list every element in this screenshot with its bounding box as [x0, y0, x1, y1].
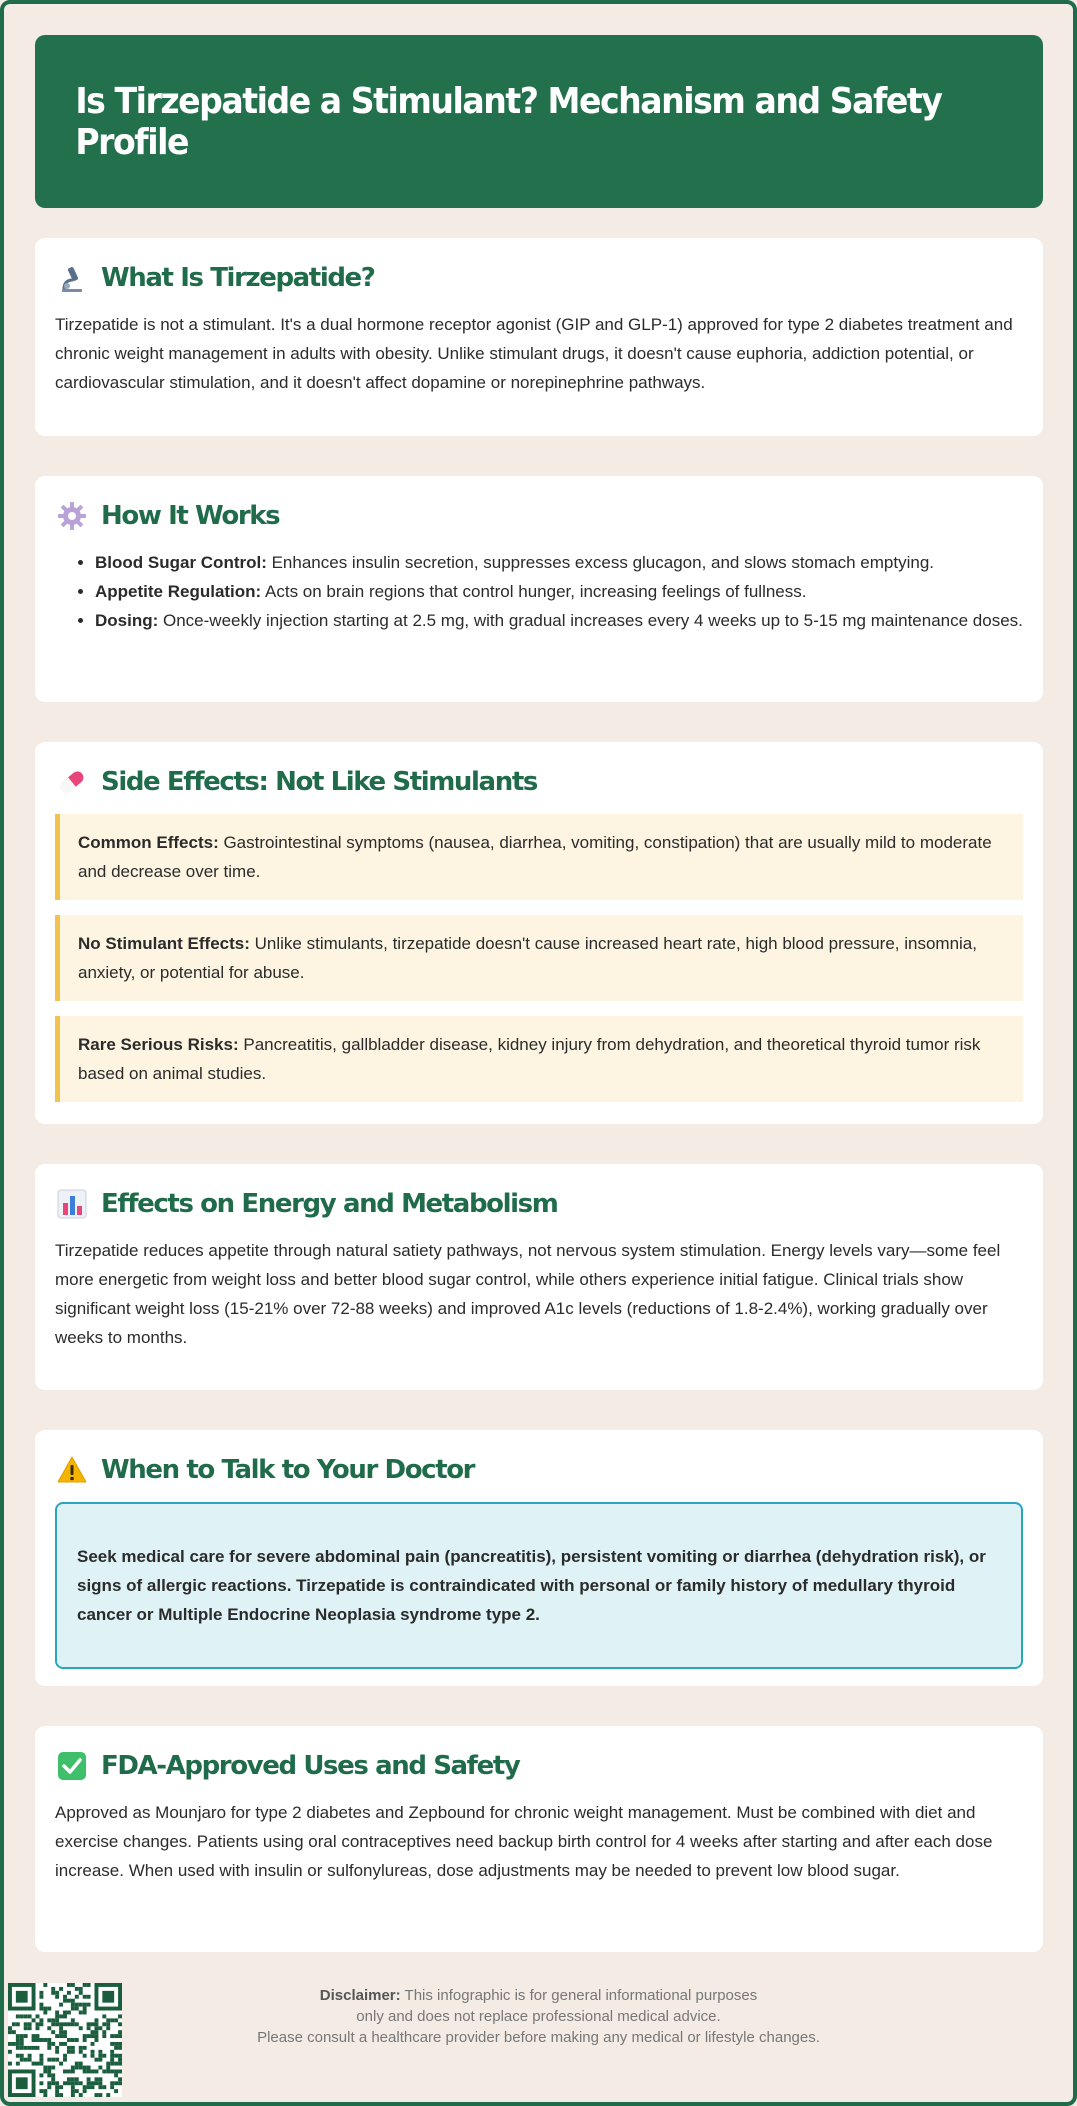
- doctor-alert-box: [55, 1502, 1023, 1669]
- microscope-icon: [55, 261, 89, 295]
- card-what-is: [35, 238, 1043, 436]
- card-title-row: [55, 496, 1023, 536]
- card-title: When to Talk to Your Doctor: [101, 1455, 475, 1485]
- card-title: Effects on Energy and Metabolism: [101, 1189, 558, 1219]
- item-label: Appetite Regulation:: [95, 582, 262, 601]
- card-title: FDA-Approved Uses and Safety: [101, 1751, 520, 1781]
- bar-chart-icon: [55, 1187, 89, 1221]
- check-icon: [55, 1749, 89, 1783]
- item-text: Acts on brain regions that control hunger, increasing feelings of fullness.: [261, 582, 807, 601]
- card-side-effects: [35, 742, 1043, 1124]
- callout-common-effects: [55, 814, 1023, 900]
- disclaimer-label: Disclaimer:: [319, 1987, 401, 2004]
- callout-label: No Stimulant Effects:: [78, 934, 250, 953]
- item-text: Once-weekly injection starting at 2.5 mg, with gradual increases every 4 weeks up to 5-15 mg maintenance doses.: [158, 611, 1023, 630]
- callout-label: Rare Serious Risks:: [78, 1035, 239, 1054]
- card-title-row: [55, 1184, 1023, 1224]
- disclaimer-line: Please consult a healthcare provider before making any medical or lifestyle changes.: [257, 2029, 820, 2046]
- what-text: Tirzepatide is not a stimulant. It's a dual hormone receptor agonist (GIP and GLP-1) approved for type 2 diabetes treatment and chronic weight management in adults with obesity. Unlike stimulant drugs, it doesn't cause euphoria, addiction potential, or cardiovascular stimulation, and it doesn't affect dopamine or norepinephrine pathways.: [55, 315, 1013, 392]
- warning-icon: [55, 1453, 89, 1487]
- card-energy: [35, 1164, 1043, 1390]
- card-fda: [35, 1726, 1043, 1952]
- card-title: What Is Tirzepatide?: [101, 263, 375, 293]
- item-label: Dosing:: [95, 611, 159, 630]
- callout-label: Common Effects:: [78, 833, 219, 852]
- how-list: [55, 548, 1023, 635]
- disclaimer: [0, 1985, 1077, 2048]
- pill-icon: [55, 765, 89, 799]
- card-title-row: [55, 1746, 1023, 1786]
- card-doctor: [35, 1430, 1043, 1686]
- disclaimer-line: only and does not replace professional medical advice.: [356, 2008, 721, 2025]
- callout-text: Unlike stimulants, tirzepatide doesn't cause increased heart rate, high blood pressure, insomnia, anxiety, or potential for abuse.: [78, 934, 977, 982]
- card-title: How It Works: [101, 501, 280, 531]
- disclaimer-line: [0, 1985, 1077, 2006]
- card-title-row: [55, 1450, 1023, 1490]
- doctor-text: Seek medical care for severe abdominal pain (pancreatitis), persistent vomiting or diarrhea (dehydration risk), or signs of allergic reactions. Tirzepatide is contraindicated with personal or family history of medullary thyroid cancer or Multiple Endocrine Neoplasia syndrome type 2.: [77, 1547, 986, 1624]
- page-title: Is Tirzepatide a Stimulant? Mechanism and Safety Profile: [75, 80, 942, 163]
- item-text: Enhances insulin secretion, suppresses excess glucagon, and slows stomach emptying.: [266, 553, 935, 572]
- callout-text: Gastrointestinal symptoms (nausea, diarrhea, vomiting, constipation) that are usually mild to moderate and decrease over time.: [78, 833, 992, 881]
- card-title-row: [55, 258, 1023, 298]
- disclaimer-text: This infographic is for general informational purposes: [400, 1987, 758, 2004]
- card-title-row: [55, 762, 1023, 802]
- callout-no-stimulant: [55, 915, 1023, 1001]
- page-header: [35, 35, 1043, 208]
- item-label: Blood Sugar Control:: [95, 553, 267, 572]
- fda-text: Approved as Mounjaro for type 2 diabetes and Zepbound for chronic weight management. Must be combined with diet and exercise changes. Patients using oral contraceptives need backup birth control for 4 weeks after starting and after each dose increase. When used with insulin or sulfonylureas, dose adjustments may be needed to prevent low blood sugar.: [55, 1803, 993, 1880]
- card-how-it-works: [35, 476, 1043, 702]
- list-item: [95, 548, 1023, 577]
- callout-rare-risks: [55, 1016, 1023, 1102]
- energy-text: Tirzepatide reduces appetite through natural satiety pathways, not nervous system stimulation. Energy levels vary—some feel more energetic from weight loss and better blood sugar control, while others experience initial fatigue. Clinical trials show significant weight loss (15-21% over 72-88 weeks) and improved A1c levels (reductions of 1.8-2.4%), working gradually over weeks to months.: [55, 1241, 1001, 1347]
- callout-text: Pancreatitis, gallbladder disease, kidney injury from dehydration, and theoretical thyroid tumor risk based on animal studies.: [78, 1035, 981, 1083]
- list-item: [95, 577, 1023, 606]
- gear-icon: [55, 499, 89, 533]
- card-title: Side Effects: Not Like Stimulants: [101, 767, 537, 797]
- list-item: [95, 606, 1023, 635]
